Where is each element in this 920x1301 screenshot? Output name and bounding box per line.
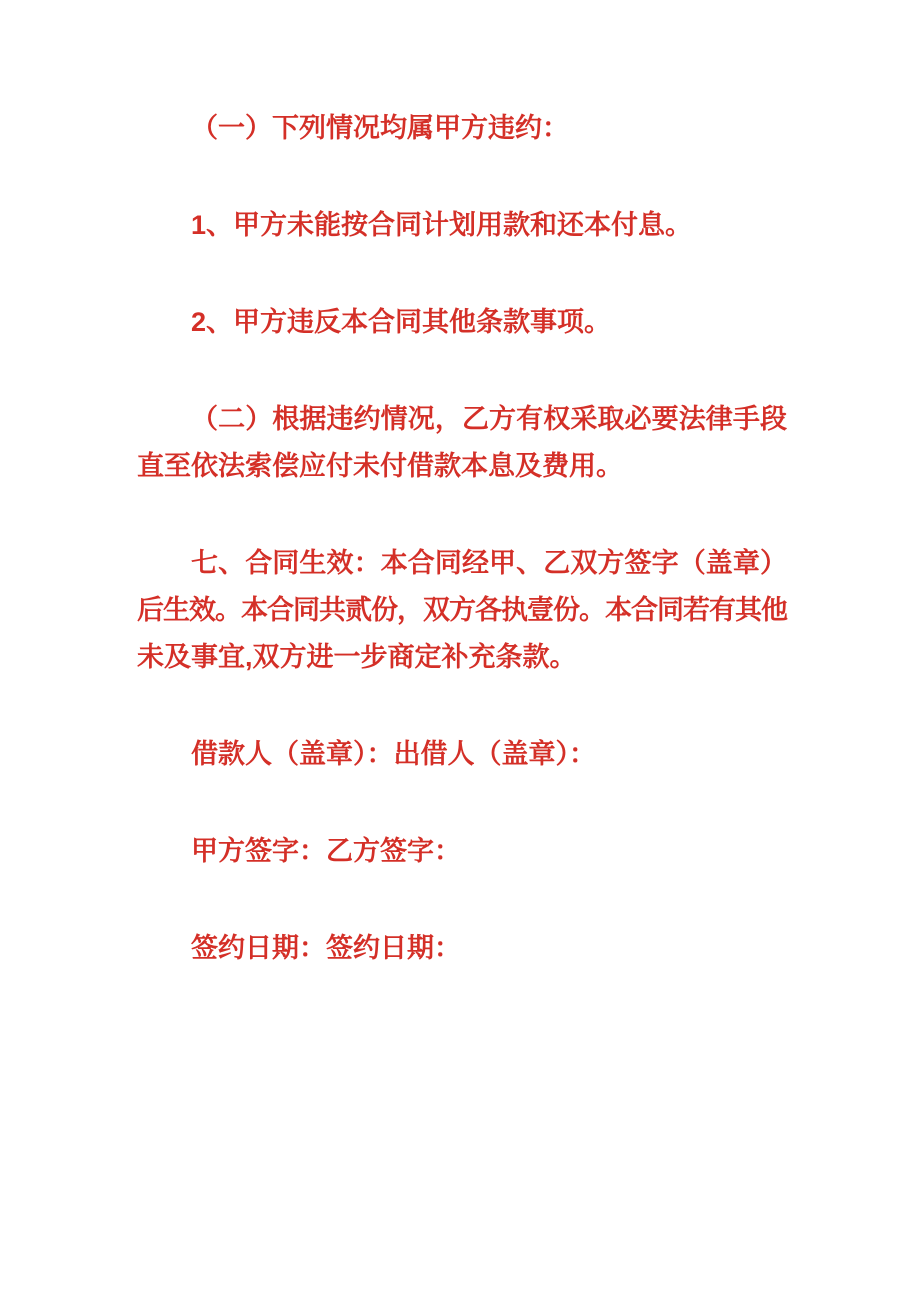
contract-paragraph xyxy=(137,540,787,681)
contract-text-line: 借款人（盖章）：出借人（盖章）： xyxy=(191,739,596,769)
contract-paragraph xyxy=(137,105,787,152)
contract-text-line: 签约日期：签约日期： xyxy=(191,933,461,963)
contract-text-line: 2、甲方违反本合同其他条款事项。 xyxy=(191,307,612,337)
contract-text-line: 七、合同生效：本合同经甲、乙双方签字（盖章） xyxy=(191,548,787,578)
contract-paragraph xyxy=(137,731,787,778)
contract-text-line: 未及事宜,双方进一步商定补充条款。 xyxy=(137,642,577,672)
contract-paragraph xyxy=(137,396,787,490)
contract-text-line: 甲方签字：乙方签字： xyxy=(191,836,461,866)
contract-text-line: 直至依法索偿应付未付借款本息及费用。 xyxy=(137,451,623,481)
contract-text-line: 1、甲方未能按合同计划用款和还本付息。 xyxy=(191,210,693,240)
contract-text-line: （一）下列情况均属甲方违约： xyxy=(191,113,569,143)
contract-paragraph xyxy=(137,925,787,972)
contract-text-line: （二）根据违约情况，乙方有权采取必要法律手段 xyxy=(191,404,787,434)
contract-text-line: 后生效。本合同共贰份，双方各执壹份。本合同若有其他 xyxy=(137,595,787,625)
contract-paragraph xyxy=(137,202,787,249)
contract-paragraph xyxy=(137,299,787,346)
contract-paragraph xyxy=(137,828,787,875)
